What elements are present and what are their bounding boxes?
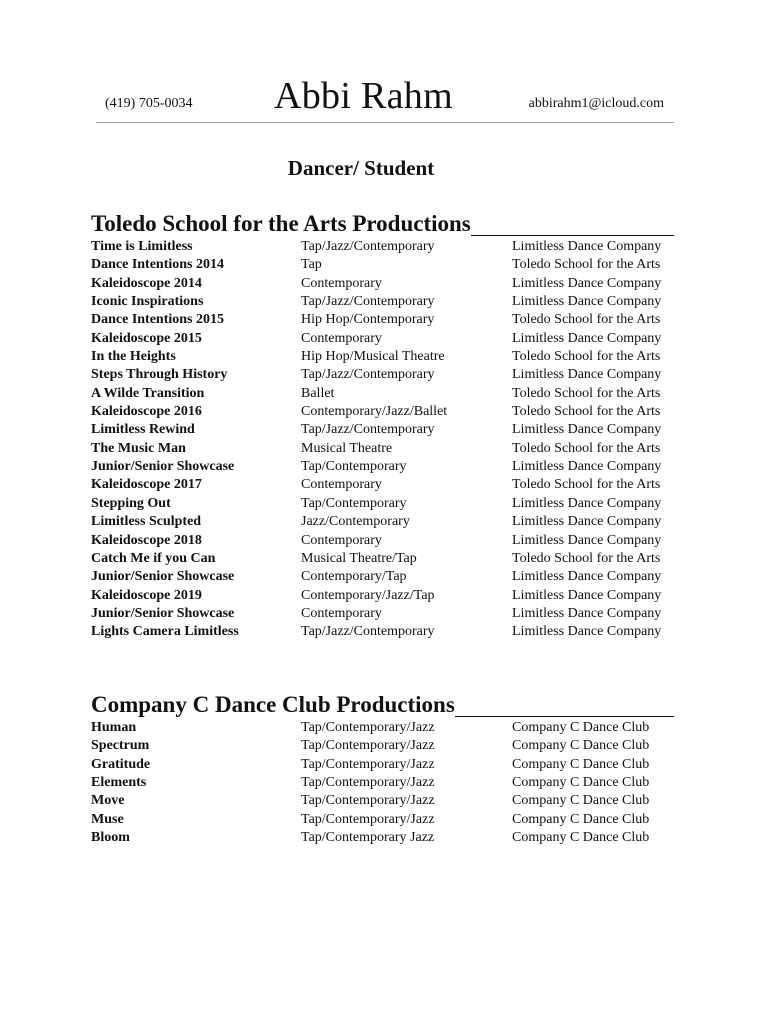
phone-number: (419) 705-0034 (105, 96, 193, 111)
dance-style: Tap/Contemporary/Jazz (301, 793, 435, 809)
dance-company: Limitless Dance Company (512, 330, 662, 346)
dance-style: Tap/Jazz/Contemporary (301, 422, 435, 438)
production-title: Time is Limitless (91, 239, 193, 254)
dance-company: Limitless Dance Company (512, 294, 662, 310)
production-row (91, 811, 674, 829)
production-title: Lights Camera Limitless (91, 624, 239, 640)
dance-style: Hip Hop/Musical Theatre (301, 349, 445, 365)
dance-style: Musical Theatre/Tap (301, 550, 417, 566)
production-row (91, 476, 674, 494)
dance-company: Limitless Dance Company (512, 624, 662, 640)
dance-company: Limitless Dance Company (512, 459, 662, 475)
production-row (91, 829, 674, 847)
production-title: Kaleidoscope 2016 (91, 404, 202, 420)
dance-style: Tap/Contemporary Jazz (301, 830, 435, 846)
production-list (91, 238, 674, 642)
production-title: Kaleidoscope 2014 (91, 275, 202, 291)
dance-company: Limitless Dance Company (512, 495, 662, 511)
heading-underline (471, 235, 674, 236)
production-row (91, 403, 674, 421)
production-title: Steps Through History (91, 367, 228, 383)
dance-company: Toledo School for the Arts (512, 385, 661, 401)
production-title: Kaleidoscope 2018 (91, 532, 202, 548)
production-title: Human (91, 720, 137, 735)
production-row (91, 605, 674, 623)
dance-company: Toledo School for the Arts (512, 404, 661, 420)
dance-style: Contemporary/Jazz/Tap (301, 587, 435, 603)
dance-style: Tap/Jazz/Contemporary (301, 294, 435, 310)
production-title: Catch Me if you Can (91, 550, 216, 566)
dance-style: Contemporary (301, 532, 382, 548)
dance-company: Toledo School for the Arts (512, 440, 661, 456)
applicant-name: Abbi Rahm (274, 75, 453, 117)
production-title: Kaleidoscope 2017 (91, 477, 202, 493)
dance-company: Toledo School for the Arts (512, 312, 661, 328)
production-row (91, 458, 674, 476)
production-row (91, 568, 674, 586)
production-title: Gratitude (91, 756, 151, 772)
production-row (91, 275, 674, 293)
dance-style: Tap/Jazz/Contemporary (301, 367, 435, 383)
dance-style: Tap/Jazz/Contemporary (301, 624, 435, 640)
production-title: In the Heights (91, 349, 176, 365)
dance-style: Tap/Contemporary/Jazz (301, 738, 435, 754)
dance-company: Company C Dance Club (512, 793, 650, 809)
production-row (91, 256, 674, 274)
production-row (91, 756, 674, 774)
section-tsa-productions (91, 210, 674, 642)
dance-company: Company C Dance Club (512, 756, 650, 772)
production-title: A Wilde Transition (91, 385, 205, 401)
dance-style: Tap/Contemporary/Jazz (301, 775, 435, 791)
dance-company: Toledo School for the Arts (512, 257, 661, 273)
dance-company: Toledo School for the Arts (512, 550, 661, 566)
resume-subtitle: Dancer/ Student (287, 156, 435, 180)
dance-style: Hip Hop/Contemporary (301, 312, 435, 328)
production-row (91, 774, 674, 792)
production-title: Stepping Out (91, 495, 171, 511)
production-row (91, 513, 674, 531)
production-row (91, 495, 674, 513)
dance-style: Contemporary (301, 605, 382, 621)
dance-company: Company C Dance Club (512, 811, 650, 827)
dance-style: Contemporary (301, 275, 382, 291)
section-heading-text: Company C Dance Club Productions (91, 692, 455, 717)
production-title: Iconic Inspirations (91, 294, 204, 310)
dance-company: Company C Dance Club (512, 738, 650, 754)
dance-style: Musical Theatre (301, 440, 393, 456)
production-title: Limitless Rewind (91, 422, 195, 438)
production-title: Dance Intentions 2014 (91, 257, 225, 273)
dance-style: Tap/Contemporary (301, 459, 407, 475)
dance-company: Limitless Dance Company (512, 605, 662, 621)
production-row (91, 737, 674, 755)
dance-style: Jazz/Contemporary (301, 514, 410, 530)
production-title: Muse (91, 811, 124, 827)
production-row (91, 792, 674, 810)
heading-underline (455, 716, 674, 717)
dance-style: Ballet (301, 385, 335, 401)
dance-company: Company C Dance Club (512, 830, 650, 846)
production-row (91, 385, 674, 403)
dance-company: Limitless Dance Company (512, 275, 662, 291)
dance-company: Limitless Dance Company (512, 367, 662, 383)
production-row (91, 330, 674, 348)
production-row (91, 238, 674, 256)
dance-company: Limitless Dance Company (512, 569, 662, 585)
production-row (91, 293, 674, 311)
production-title: Kaleidoscope 2015 (91, 330, 202, 346)
production-title: Junior/Senior Showcase (91, 459, 235, 475)
resume-header (96, 74, 674, 124)
dance-company: Toledo School for the Arts (512, 349, 661, 365)
dance-style: Tap/Jazz/Contemporary (301, 239, 435, 254)
dance-style: Contemporary (301, 477, 382, 493)
production-title: Move (91, 793, 125, 809)
production-row (91, 440, 674, 458)
production-title: Limitless Sculpted (91, 514, 202, 530)
dance-company: Limitless Dance Company (512, 587, 662, 603)
dance-company: Limitless Dance Company (512, 514, 662, 530)
production-row (91, 719, 674, 737)
dance-company: Company C Dance Club (512, 775, 650, 791)
dance-company: Limitless Dance Company (512, 239, 662, 254)
production-row (91, 587, 674, 605)
dance-company: Limitless Dance Company (512, 532, 662, 548)
section-heading (91, 691, 674, 719)
dance-style: Tap/Contemporary/Jazz (301, 756, 435, 772)
production-row (91, 550, 674, 568)
dance-style: Contemporary/Jazz/Ballet (301, 404, 448, 420)
section-company-c-productions (91, 691, 674, 847)
dance-company: Toledo School for the Arts (512, 477, 661, 493)
production-title: Junior/Senior Showcase (91, 605, 235, 621)
production-list (91, 719, 674, 847)
production-row (91, 366, 674, 384)
section-heading-text: Toledo School for the Arts Productions (91, 211, 471, 236)
dance-style: Tap/Contemporary/Jazz (301, 811, 435, 827)
dance-style: Contemporary/Tap (301, 569, 407, 585)
production-title: Bloom (91, 830, 130, 846)
production-row (91, 348, 674, 366)
production-title: Elements (91, 775, 147, 791)
production-title: Spectrum (91, 738, 150, 754)
section-heading (91, 210, 674, 238)
dance-style: Tap/Contemporary/Jazz (301, 720, 435, 735)
dance-style: Tap (301, 257, 322, 273)
dance-company: Limitless Dance Company (512, 422, 662, 438)
production-title: The Music Man (91, 440, 186, 456)
production-row (91, 311, 674, 329)
production-row (91, 623, 674, 641)
dance-style: Tap/Contemporary (301, 495, 407, 511)
production-title: Junior/Senior Showcase (91, 569, 235, 585)
dance-company: Company C Dance Club (512, 720, 650, 735)
header-divider (96, 122, 674, 123)
production-title: Kaleidoscope 2019 (91, 587, 202, 603)
dance-style: Contemporary (301, 330, 382, 346)
production-title: Dance Intentions 2015 (91, 312, 225, 328)
production-row (91, 421, 674, 439)
production-row (91, 532, 674, 550)
email-address: abbirahm1@icloud.com (528, 96, 664, 111)
